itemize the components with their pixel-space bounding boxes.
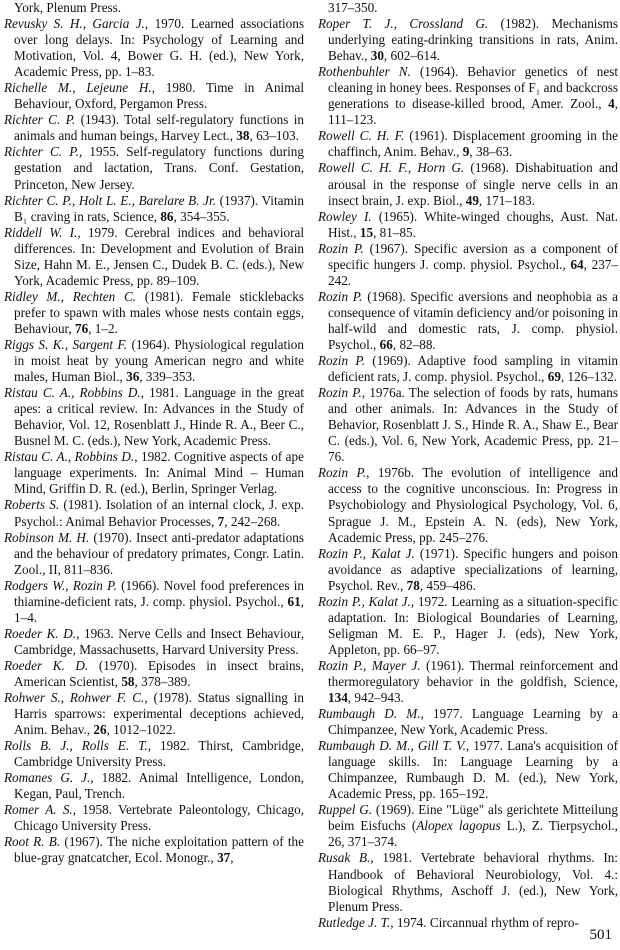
reference-author: Revusky S. H., Garcia J. [4, 16, 145, 32]
reference-text: , 1976b. The evolution of intelligence and access to the cognitive unconscious. In: Progress in Psychobiology and Physiological Psychology, Vol. 6, Sprague J. M., Epstein A. N. (eds), New York, Academic Press, pp. 245–276. [328, 465, 618, 545]
reference-author: Rutledge J. T. [318, 914, 391, 930]
page-number: 501 [589, 927, 612, 943]
reference-pages: , 378–389. [134, 673, 191, 689]
reference-entry [4, 626, 304, 658]
reference-pages: , 63–103. [249, 128, 299, 144]
reference-text: (1981). Isolation of an internal clock, J. exp. Psychol.: Animal Behavior Processes, [14, 497, 304, 529]
reference-entry [4, 225, 304, 289]
reference-entry [4, 144, 304, 192]
right-column [318, 0, 618, 931]
reference-text: (1966). Novel food preferences in thiamine-deficient rats, J. comp. physiol. Psychol., [14, 577, 305, 609]
reference-author: Robinson M. H. [4, 529, 90, 545]
reference-pages: , 1–4. [14, 593, 304, 625]
reference-text: , 1974. Circannual rhythm of repro- [390, 914, 579, 930]
reference-entry [318, 289, 618, 353]
reference-entry [318, 353, 618, 385]
reference-pages: , 1012–1022. [106, 722, 176, 738]
reference-pages: , 602–614. [383, 48, 440, 64]
reference-author: Rozin P., Kalat J. [318, 545, 415, 561]
reference-author: Ristau C. A., Robbins D. [4, 449, 135, 465]
reference-volume: 9 [462, 144, 470, 160]
reference-text: , 1982. Thirst, Cambridge, Cambridge University Press. [14, 738, 305, 770]
reference-author: Rozin P. [318, 465, 367, 481]
reference-volume: 134 [328, 690, 348, 706]
reference-pages: , 1–2. [88, 320, 118, 336]
reference-pages: , 942–943. [347, 690, 404, 706]
reference-pages: , [230, 850, 234, 866]
reference-entry [4, 193, 304, 225]
reference-author: Richelle M., Lejeune H. [4, 80, 152, 96]
reference-entry [318, 64, 618, 128]
reference-author: Rusak B. [318, 850, 371, 866]
reference-entry [4, 658, 304, 690]
reference-author: Rozin P. [318, 240, 364, 256]
reference-author: Rozin P. [318, 353, 365, 369]
reference-italic: Alopex lagopus [416, 818, 501, 834]
reference-text: York, Plenum Press. [14, 0, 122, 15]
reference-text: (1968). Specific aversions and neophobia as a consequence of vitamin deficiency and/or poisoning in half-wild and domestic rats, J. comp. physiol. Psychol., [328, 288, 618, 352]
reference-author: Rumbaugh D. M. [318, 706, 421, 722]
reference-author: Root R. B. [4, 834, 61, 850]
reference-author: Rozin P., Mayer J. [318, 657, 421, 673]
reference-author: Richter C. P., Holt L. E., Barelare B. Jr. [4, 192, 217, 208]
reference-entry [4, 690, 304, 738]
reference-entry [318, 658, 618, 706]
reference-author: Romanes G. J. [4, 770, 91, 786]
reference-entry [4, 289, 304, 337]
reference-author: Rowley I. [318, 208, 372, 224]
reference-pages: , 126–132. [560, 369, 617, 385]
reference-text: , (1978). Status signalling in Harris sparrows: experimental deceptions achieved, Anim. Behav., [14, 690, 304, 738]
reference-text: (1969). Eine "Lüge" als gerichtete Mitteilung beim Eisfuchs ( [328, 802, 618, 834]
reference-author: Roeder K. D. [4, 625, 77, 641]
reference-author: Rowell C. H. F., Horn G. [318, 160, 465, 176]
reference-entry [318, 915, 618, 931]
reference-volume: 78 [406, 577, 420, 593]
reference-volume: 7 [217, 513, 225, 529]
reference-text: (1970). Insect anti-predator adaptations and the behaviour of predatory primates, Congr. Latin. Zool., II, 811–836. [14, 529, 304, 577]
reference-pages: , 242–268. [224, 513, 281, 529]
reference-pages: , 111–123. [328, 96, 618, 128]
reference-text: (1965). White-winged choughs, Aust. Nat. Hist., [328, 208, 618, 240]
reference-text: (1968). Dishabituation and arousal in the response of single nerve cells in an insect brain, J. exp. Biol., [328, 160, 618, 208]
reference-entry [4, 770, 304, 802]
reference-author: Rodgers W., Rozin P. [4, 577, 117, 593]
reference-pages: , 81–85. [373, 224, 416, 240]
reference-author: Rozin P. [318, 385, 362, 401]
reference-entry [4, 530, 304, 578]
reference-author: Roberts S. [4, 497, 60, 513]
reference-text: (1981). Female sticklebacks prefer to spawn with males whose nests contain eggs, Behaviour, [14, 288, 304, 336]
reference-author: Rolls B. J., Rolls E. T. [4, 738, 148, 754]
reference-author: Rozin P., Kalat J. [318, 593, 411, 609]
reference-text: , 1977. Language Learning by a Chimpanzee, New York, Academic Press. [328, 706, 618, 738]
reference-pages: , 82–88. [392, 336, 436, 352]
reference-author: Rohwer S., Rohwer F. C. [4, 690, 145, 706]
reference-pages: , 339–353. [139, 369, 196, 385]
reference-entry [318, 594, 618, 658]
reference-text: (1971). Specific hungers and poison avoidance as adaptive specializations of learning, Psychol. Rev., [328, 545, 618, 593]
reference-text: 317–350. [328, 0, 378, 15]
reference-text: (1964). Behavior genetics of nest cleaning in honey bees. Responses of F₁ and backcross generations to disease-killed brood, Amer. Zool., [328, 64, 618, 112]
reference-volume: 38 [236, 128, 250, 144]
reference-entry [318, 160, 618, 208]
reference-text: (1964). Physiological regulation in moist heat by young American negro and white males, Human Biol., [14, 336, 304, 385]
reference-text: , 1958. Vertebrate Paleontology, Chicago, Chicago University Press. [14, 802, 304, 834]
reference-author: Rozin P. [318, 288, 363, 304]
reference-volume: 66 [379, 336, 393, 352]
reference-volume: 26 [93, 722, 107, 738]
reference-entry [4, 497, 304, 529]
reference-entry [4, 337, 304, 385]
reference-entry [318, 128, 618, 160]
reference-pages: , 459–486. [419, 577, 476, 593]
reference-author: Romer A. S. [4, 802, 73, 818]
reference-text: , 1979. Cerebral indices and behavioral differences. In: Development and Evolution of Brain Size, Hahn M. E., Jensen C., Dudek B. C. (eds.), New York, Academic Press, pp. 89–109. [14, 224, 304, 288]
reference-volume: 37 [217, 850, 231, 866]
reference-text: , 1976a. The selection of foods by rats, humans and other animals. In: Advances in the Study of Behavior, Rosenblatt J. S., Hinde R. A., Shaw E., Bear C. (eds.), Vol. 6, New York, Academic Press, pp. 21–76. [328, 385, 618, 465]
reference-volume: 36 [126, 369, 140, 385]
reference-volume: 61 [287, 593, 301, 609]
reference-text: (1969). Adaptive food sampling in vitamin deficient rats, J. comp. physiol. Psychol., [328, 353, 618, 385]
reference-volume: 86 [160, 208, 174, 224]
reference-author: Riggs S. K., Sargent F. [4, 336, 128, 352]
reference-author: Roeder K. D. [4, 657, 89, 673]
reference-entry [318, 465, 618, 545]
reference-pages: , 38–63. [469, 144, 513, 160]
reference-entry [4, 449, 304, 497]
reference-text: , 1977. Lana's acquisition of language skills. In: Language Learning by a Chimpanzee, Rumbaugh D. M. (ed.), New York, Academic Press, pp. 165–192. [328, 738, 619, 802]
reference-author: Rumbaugh D. M., Gill T. V. [318, 738, 466, 754]
reference-entry [318, 241, 618, 289]
reference-volume: 4 [608, 96, 615, 112]
reference-pages: , 237–242. [328, 256, 618, 288]
reference-entry [318, 850, 618, 914]
reference-pages: , 171–183. [478, 192, 535, 208]
reference-author: Richter C. P. [4, 144, 79, 160]
reference-text: , 1882. Animal Intelligence, London, Kegan, Paul, Trench. [14, 770, 304, 802]
reference-author: Riddell W. I. [4, 224, 78, 240]
reference-author: Ristau C. A., Robbins D. [4, 385, 141, 401]
reference-entry [318, 802, 618, 850]
reference-text: , 1963. Nerve Cells and Insect Behaviour, Cambridge, Massachusetts, Harvard University Press. [14, 625, 304, 657]
reference-text: (1982). Mechanisms underlying eating-drinking transitions in rats, Anim. Behav., [328, 16, 618, 64]
reference-pages: , 354–355. [173, 208, 230, 224]
reference-entry [318, 385, 618, 465]
reference-author: Richter C. P. [4, 112, 76, 128]
reference-text: , 1981. Vertebrate behavioral rhythms. In: Handbook of Behavioral Neurobiology, Vol. 4.: Biological Rhythms, Aschoff J. (ed.), New York, Plenum Press. [328, 850, 618, 914]
reference-author: Ridley M., Rechten C. [4, 288, 137, 304]
reference-entry [318, 209, 618, 241]
reference-text: , 1981. Language in the great apes: a critical review. In: Advances in the Study of Behavior, Vol. 12, Rosenblatt J., Hinde R. A., Beer C., Busnel M. C. (eds.), New York, Academic Press. [14, 385, 304, 449]
reference-author: Rowell C. H. F. [318, 128, 405, 144]
reference-volume: 15 [359, 224, 374, 240]
reference-text: (1943). Total self-regulatory functions in animals and human beings, Harvey Lect., [14, 112, 304, 144]
reference-pages: L.), Z. Tierpsychol., 26, 371–374. [328, 818, 618, 850]
reference-entry [4, 738, 304, 770]
reference-text: (1937). Vitamin B₁ craving in rats, Science, [14, 192, 304, 224]
reference-entry [4, 16, 304, 80]
reference-text: , 1980. Time in Animal Behaviour, Oxford, Pergamon Press. [14, 80, 304, 112]
reference-volume: 30 [370, 48, 384, 64]
reference-entry [4, 834, 304, 866]
reference-text: (1970). Episodes in insect brains, American Scientist, [14, 657, 304, 689]
reference-text: (1967). Specific aversion as a component of specific hungers J. comp. physiol. Psychol., [328, 240, 618, 272]
reference-entry [4, 802, 304, 834]
reference-entry [318, 0, 618, 16]
reference-entry [4, 112, 304, 144]
reference-entry [4, 385, 304, 449]
reference-text: , 1982. Cognitive aspects of ape language experiments. In: Animal Mind – Human Mind, Griffin D. R. (ed.), Berlin, Springer Verlag. [14, 449, 304, 497]
reference-text: (1961). Displacement grooming in the chaffinch, Anim. Behav., [328, 128, 618, 160]
reference-volume: 69 [547, 369, 561, 385]
reference-volume: 64 [570, 256, 584, 272]
reference-author: Roper T. J., Crossland G. [318, 16, 489, 32]
reference-entry [318, 546, 618, 594]
reference-author: Rothenbuhler N. [318, 64, 411, 80]
reference-entry [4, 578, 304, 626]
reference-author: Ruppel G. [318, 802, 373, 818]
reference-text: (1961). Thermal reinforcement and thermoregulatory behavior in the goldfish, Science, [328, 657, 618, 689]
reference-entry [4, 80, 304, 112]
reference-entry [4, 0, 304, 16]
left-column [4, 0, 304, 867]
reference-volume: 76 [75, 320, 89, 336]
reference-text: , 1970. Learned associations over long delays. In: Psychology of Learning and Motivation, Vol. 4, Bower G. H. (ed.), New York, Academic Press, pp. 1–83. [14, 16, 304, 80]
reference-entry [318, 16, 618, 64]
reference-volume: 49 [465, 192, 479, 208]
reference-entry [318, 738, 618, 802]
reference-text: , 1955. Self-regulatory functions during gestation and lactation, Trans. Conf. Gestation, Princeton, New Jersey. [14, 144, 304, 192]
reference-text: (1967). The niche exploitation pattern of the blue-gray gnatcatcher, Ecol. Monogr., [14, 834, 304, 866]
reference-text: , 1972. Learning as a situation-specific adaptation. In: Biological Boundaries of Learning, Seligman M. E. P., Hager J. (eds), New York, Appleton, pp. 66–97. [328, 593, 618, 657]
reference-volume: 58 [121, 673, 135, 689]
reference-entry [318, 706, 618, 738]
